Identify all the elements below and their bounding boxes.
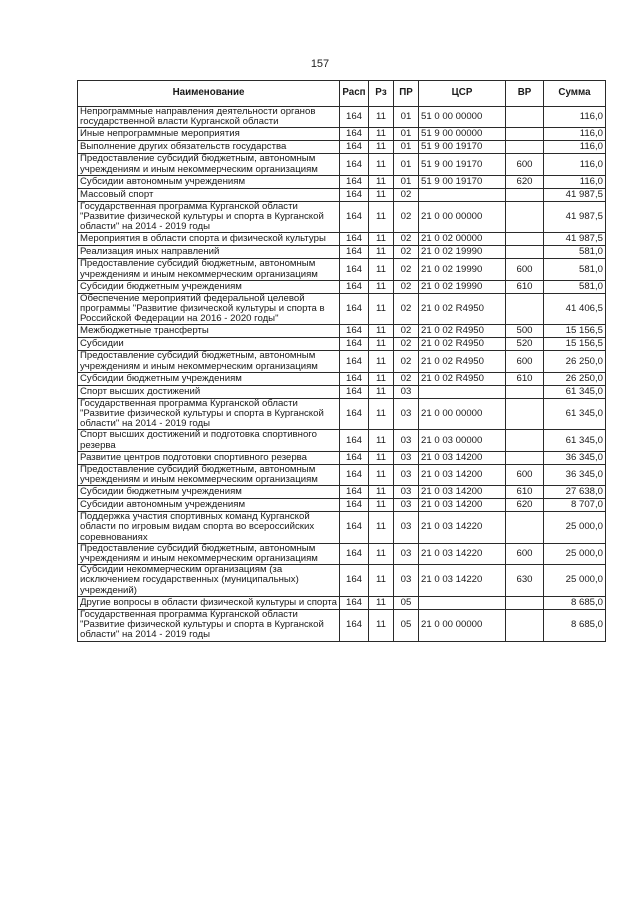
cell-name: Обеспечение мероприятий федеральной целевой программы "Развитие физической культуры и спорта в Российской Федерации на 2016 - 2020 годы" [78, 293, 340, 325]
cell-rz: 11 [369, 372, 394, 385]
cell-pr: 03 [394, 464, 419, 485]
cell-rasp: 164 [340, 372, 369, 385]
cell-rasp: 164 [340, 141, 369, 154]
cell-vr: 620 [506, 175, 544, 188]
cell-csr: 21 0 03 14220 [419, 512, 506, 544]
cell-sum: 581,0 [544, 280, 606, 293]
cell-sum: 36 345,0 [544, 451, 606, 464]
cell-vr [506, 107, 544, 128]
cell-sum: 61 345,0 [544, 430, 606, 451]
cell-pr: 03 [394, 385, 419, 398]
header-name: Наименование [78, 81, 340, 107]
cell-rz: 11 [369, 486, 394, 499]
cell-csr [419, 596, 506, 609]
cell-rasp: 164 [340, 293, 369, 325]
cell-name: Предоставление субсидий бюджетным, автономным учреждениям и иным некоммерческим организациям [78, 543, 340, 564]
cell-rz: 11 [369, 246, 394, 259]
cell-pr: 01 [394, 128, 419, 141]
cell-rasp: 164 [340, 451, 369, 464]
cell-sum: 116,0 [544, 175, 606, 188]
cell-rasp: 164 [340, 188, 369, 201]
cell-rz: 11 [369, 430, 394, 451]
cell-rasp: 164 [340, 543, 369, 564]
cell-vr [506, 293, 544, 325]
cell-sum: 25 000,0 [544, 543, 606, 564]
table-row [78, 565, 606, 597]
cell-sum: 41 406,5 [544, 293, 606, 325]
header-pr: ПР [394, 81, 419, 107]
cell-pr: 03 [394, 543, 419, 564]
cell-rz: 11 [369, 451, 394, 464]
cell-rz: 11 [369, 280, 394, 293]
cell-pr: 03 [394, 499, 419, 512]
cell-rasp: 164 [340, 107, 369, 128]
cell-rz: 11 [369, 107, 394, 128]
cell-name: Иные непрограммные мероприятия [78, 128, 340, 141]
cell-name: Государственная программа Курганской области "Развитие физической культуры и спорта в Курганской области" на 2014 - 2019 годы [78, 201, 340, 233]
cell-rz: 11 [369, 141, 394, 154]
table-row [78, 325, 606, 338]
cell-name: Субсидии некоммерческим организациям (за исключением государственных (муниципальных) учреждений) [78, 565, 340, 597]
cell-sum: 26 250,0 [544, 351, 606, 372]
table-row [78, 201, 606, 233]
cell-vr: 610 [506, 280, 544, 293]
cell-rasp: 164 [340, 154, 369, 175]
table-row [78, 451, 606, 464]
cell-pr: 03 [394, 486, 419, 499]
cell-name: Непрограммные направления деятельности органов государственной власти Курганской области [78, 107, 340, 128]
table-row [78, 486, 606, 499]
cell-vr [506, 596, 544, 609]
cell-csr: 21 0 02 R4950 [419, 351, 506, 372]
cell-csr: 21 0 03 14200 [419, 464, 506, 485]
cell-vr: 520 [506, 338, 544, 351]
cell-rz: 11 [369, 398, 394, 430]
header-csr: ЦСР [419, 81, 506, 107]
cell-vr [506, 188, 544, 201]
cell-name: Выполнение других обязательств государства [78, 141, 340, 154]
table-row [78, 107, 606, 128]
cell-vr: 620 [506, 499, 544, 512]
cell-rz: 11 [369, 154, 394, 175]
table-header [78, 81, 606, 107]
cell-csr: 21 0 00 00000 [419, 398, 506, 430]
cell-pr: 05 [394, 596, 419, 609]
cell-name: Развитие центров подготовки спортивного резерва [78, 451, 340, 464]
table-row [78, 543, 606, 564]
cell-rz: 11 [369, 188, 394, 201]
cell-rz: 11 [369, 175, 394, 188]
cell-name: Межбюджетные трансферты [78, 325, 340, 338]
table-body [78, 107, 606, 642]
cell-pr: 03 [394, 430, 419, 451]
cell-rz: 11 [369, 543, 394, 564]
cell-vr [506, 128, 544, 141]
cell-sum: 41 987,5 [544, 233, 606, 246]
cell-rz: 11 [369, 512, 394, 544]
table-row [78, 175, 606, 188]
cell-pr: 02 [394, 188, 419, 201]
cell-csr: 21 0 03 14200 [419, 499, 506, 512]
cell-csr: 21 0 03 14220 [419, 543, 506, 564]
cell-rz: 11 [369, 565, 394, 597]
cell-rasp: 164 [340, 565, 369, 597]
cell-rz: 11 [369, 128, 394, 141]
cell-rz: 11 [369, 233, 394, 246]
table-row [78, 398, 606, 430]
cell-pr: 03 [394, 398, 419, 430]
header-sum: Сумма [544, 81, 606, 107]
cell-name: Предоставление субсидий бюджетным, автономным учреждениям и иным некоммерческим организациям [78, 259, 340, 280]
cell-csr: 21 0 02 00000 [419, 233, 506, 246]
cell-rasp: 164 [340, 499, 369, 512]
table-row [78, 233, 606, 246]
header-row [78, 81, 606, 107]
cell-sum: 27 638,0 [544, 486, 606, 499]
cell-vr [506, 233, 544, 246]
cell-csr: 21 0 02 R4950 [419, 325, 506, 338]
cell-pr: 01 [394, 175, 419, 188]
cell-rasp: 164 [340, 398, 369, 430]
cell-name: Субсидии бюджетным учреждениям [78, 280, 340, 293]
cell-rasp: 164 [340, 128, 369, 141]
cell-rz: 11 [369, 201, 394, 233]
cell-vr: 600 [506, 259, 544, 280]
cell-csr: 21 0 02 19990 [419, 259, 506, 280]
cell-rasp: 164 [340, 175, 369, 188]
cell-rasp: 164 [340, 351, 369, 372]
cell-csr: 51 9 00 19170 [419, 141, 506, 154]
cell-pr: 02 [394, 325, 419, 338]
cell-rasp: 164 [340, 259, 369, 280]
page-number: 157 [310, 58, 330, 70]
table-row [78, 372, 606, 385]
cell-csr [419, 188, 506, 201]
cell-pr: 02 [394, 259, 419, 280]
cell-csr: 21 0 02 R4950 [419, 338, 506, 351]
cell-name: Поддержка участия спортивных команд Курганской области по игровым видам спорта во всероссийских соревнованиях [78, 512, 340, 544]
table-row [78, 596, 606, 609]
cell-name: Спорт высших достижений [78, 385, 340, 398]
cell-sum: 41 987,5 [544, 201, 606, 233]
cell-sum: 25 000,0 [544, 512, 606, 544]
header-vr: ВР [506, 81, 544, 107]
cell-vr [506, 398, 544, 430]
table-row [78, 385, 606, 398]
cell-vr: 600 [506, 464, 544, 485]
cell-vr [506, 385, 544, 398]
cell-vr: 610 [506, 372, 544, 385]
cell-sum: 581,0 [544, 259, 606, 280]
cell-sum: 581,0 [544, 246, 606, 259]
table-row [78, 512, 606, 544]
cell-sum: 8 685,0 [544, 596, 606, 609]
cell-pr: 02 [394, 201, 419, 233]
cell-name: Спорт высших достижений и подготовка спортивного резерва [78, 430, 340, 451]
cell-rasp: 164 [340, 609, 369, 641]
table-row [78, 293, 606, 325]
cell-rz: 11 [369, 385, 394, 398]
cell-pr: 03 [394, 451, 419, 464]
cell-sum: 25 000,0 [544, 565, 606, 597]
cell-csr: 51 9 00 00000 [419, 128, 506, 141]
cell-rasp: 164 [340, 385, 369, 398]
cell-vr: 610 [506, 486, 544, 499]
cell-rz: 11 [369, 293, 394, 325]
header-rz: Рз [369, 81, 394, 107]
cell-vr [506, 430, 544, 451]
cell-name: Предоставление субсидий бюджетным, автономным учреждениям и иным некоммерческим организациям [78, 351, 340, 372]
cell-rz: 11 [369, 464, 394, 485]
cell-vr: 500 [506, 325, 544, 338]
cell-rasp: 164 [340, 430, 369, 451]
cell-vr: 600 [506, 351, 544, 372]
table-row [78, 246, 606, 259]
cell-pr: 02 [394, 338, 419, 351]
cell-vr [506, 609, 544, 641]
cell-csr: 21 0 03 14200 [419, 486, 506, 499]
cell-sum: 61 345,0 [544, 385, 606, 398]
table-row [78, 499, 606, 512]
table-row [78, 609, 606, 641]
cell-csr: 21 0 03 14220 [419, 565, 506, 597]
cell-csr: 21 0 03 14200 [419, 451, 506, 464]
cell-vr: 600 [506, 543, 544, 564]
cell-pr: 02 [394, 351, 419, 372]
cell-pr: 02 [394, 372, 419, 385]
cell-rasp: 164 [340, 325, 369, 338]
cell-name: Субсидии [78, 338, 340, 351]
cell-rz: 11 [369, 499, 394, 512]
cell-rasp: 164 [340, 338, 369, 351]
cell-vr [506, 512, 544, 544]
cell-rasp: 164 [340, 246, 369, 259]
cell-rz: 11 [369, 351, 394, 372]
budget-table [77, 80, 606, 642]
cell-csr: 21 0 02 R4950 [419, 372, 506, 385]
cell-sum: 116,0 [544, 128, 606, 141]
cell-rasp: 164 [340, 201, 369, 233]
cell-vr: 630 [506, 565, 544, 597]
cell-rasp: 164 [340, 280, 369, 293]
cell-name: Предоставление субсидий бюджетным, автономным учреждениям и иным некоммерческим организациям [78, 464, 340, 485]
cell-rasp: 164 [340, 486, 369, 499]
cell-name: Субсидии бюджетным учреждениям [78, 486, 340, 499]
cell-pr: 05 [394, 609, 419, 641]
cell-csr: 21 0 03 00000 [419, 430, 506, 451]
cell-name: Предоставление субсидий бюджетным, автономным учреждениям и иным некоммерческим организациям [78, 154, 340, 175]
cell-rz: 11 [369, 338, 394, 351]
cell-rz: 11 [369, 609, 394, 641]
cell-vr [506, 451, 544, 464]
table-row [78, 280, 606, 293]
cell-pr: 03 [394, 565, 419, 597]
table-row [78, 430, 606, 451]
cell-name: Государственная программа Курганской области "Развитие физической культуры и спорта в Курганской области" на 2014 - 2019 годы [78, 609, 340, 641]
cell-pr: 01 [394, 141, 419, 154]
cell-sum: 61 345,0 [544, 398, 606, 430]
table-row [78, 141, 606, 154]
cell-vr: 600 [506, 154, 544, 175]
cell-pr: 02 [394, 293, 419, 325]
cell-sum: 116,0 [544, 141, 606, 154]
cell-name: Государственная программа Курганской области "Развитие физической культуры и спорта в Курганской области" на 2014 - 2019 годы [78, 398, 340, 430]
cell-vr [506, 246, 544, 259]
cell-sum: 15 156,5 [544, 338, 606, 351]
cell-csr [419, 385, 506, 398]
cell-vr [506, 141, 544, 154]
cell-rz: 11 [369, 325, 394, 338]
table-row [78, 188, 606, 201]
cell-pr: 02 [394, 233, 419, 246]
cell-vr [506, 201, 544, 233]
header-rasp: Расп [340, 81, 369, 107]
cell-csr: 51 0 00 00000 [419, 107, 506, 128]
table-row [78, 154, 606, 175]
cell-csr: 21 0 00 00000 [419, 201, 506, 233]
table-row [78, 464, 606, 485]
cell-name: Субсидии бюджетным учреждениям [78, 372, 340, 385]
cell-sum: 36 345,0 [544, 464, 606, 485]
cell-name: Массовый спорт [78, 188, 340, 201]
cell-rz: 11 [369, 259, 394, 280]
cell-csr: 51 9 00 19170 [419, 175, 506, 188]
cell-csr: 21 0 02 19990 [419, 246, 506, 259]
cell-name: Другие вопросы в области физической культуры и спорта [78, 596, 340, 609]
cell-name: Субсидии автономным учреждениям [78, 175, 340, 188]
cell-sum: 8 707,0 [544, 499, 606, 512]
cell-sum: 26 250,0 [544, 372, 606, 385]
table-row [78, 128, 606, 141]
cell-csr: 51 9 00 19170 [419, 154, 506, 175]
cell-pr: 02 [394, 280, 419, 293]
cell-pr: 03 [394, 512, 419, 544]
cell-sum: 116,0 [544, 154, 606, 175]
cell-csr: 21 0 02 R4950 [419, 293, 506, 325]
cell-pr: 01 [394, 154, 419, 175]
cell-csr: 21 0 02 19990 [419, 280, 506, 293]
cell-name: Реализация иных направлений [78, 246, 340, 259]
cell-sum: 15 156,5 [544, 325, 606, 338]
cell-pr: 02 [394, 246, 419, 259]
cell-rasp: 164 [340, 512, 369, 544]
cell-pr: 01 [394, 107, 419, 128]
cell-name: Субсидии автономным учреждениям [78, 499, 340, 512]
cell-rasp: 164 [340, 596, 369, 609]
table-row [78, 351, 606, 372]
cell-rz: 11 [369, 596, 394, 609]
cell-name: Мероприятия в области спорта и физической культуры [78, 233, 340, 246]
table-row [78, 259, 606, 280]
cell-rasp: 164 [340, 233, 369, 246]
cell-csr: 21 0 00 00000 [419, 609, 506, 641]
table-row [78, 338, 606, 351]
cell-sum: 8 685,0 [544, 609, 606, 641]
cell-rasp: 164 [340, 464, 369, 485]
cell-sum: 116,0 [544, 107, 606, 128]
cell-sum: 41 987,5 [544, 188, 606, 201]
